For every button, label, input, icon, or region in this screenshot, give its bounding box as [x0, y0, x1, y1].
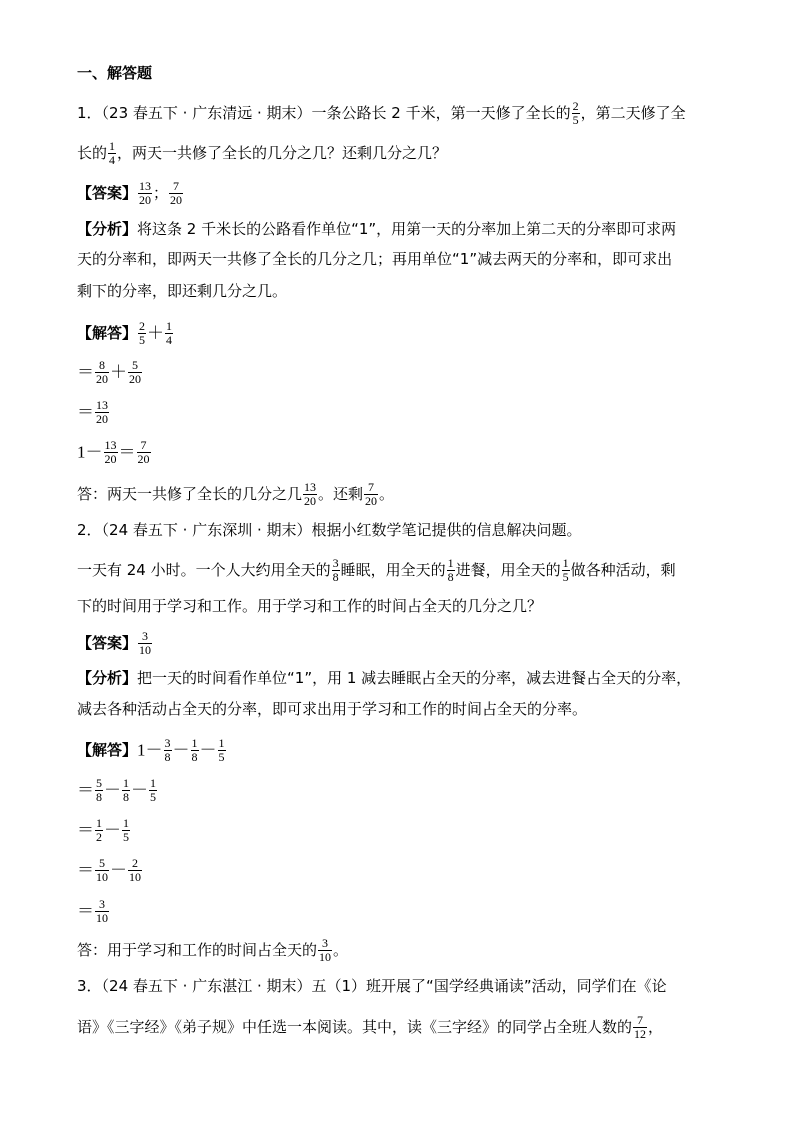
fraction: $\frac{3}{10}$	[96, 897, 108, 925]
fraction: $\frac{7}{12}$	[634, 1013, 647, 1041]
fraction: $\frac{3}{8}$	[332, 556, 339, 584]
q3-stem-line2: 语》《三字经》《弟子规》中任选一本阅读。其中，读《三字经》的同学占全班人数的 $\frac{7}{12}$ ，	[77, 1013, 664, 1041]
fraction: $\frac{1}{5}$	[150, 776, 156, 804]
q2-final-answer: 答：用于学习和工作的时间占全天的 $\frac{3}{10}$ 。	[77, 936, 349, 964]
q1-solution-step2: ＝ $\frac{8}{20}$ ＋ $\frac{5}{20}$	[77, 358, 141, 386]
q3-stem-line1: 3．（24 春五下 · 广东湛江 · 期末）五（1）班开展了“国学经典诵读”活动，同学们在《论	[77, 977, 667, 995]
fraction: $\frac{1}{5}$	[123, 816, 129, 844]
solution-tag: 【解答】	[77, 324, 138, 342]
q1-stem-text: 1．（23 春五下 · 广东清远 · 期末）一条公路长 2 千米，第一天修了全长的	[77, 104, 571, 122]
fraction: $\frac{1}{4}$	[166, 319, 173, 347]
q2-solution-step4: ＝ $\frac{5}{10}$ － $\frac{2}{10}$	[77, 856, 141, 884]
q1-analysis-line2: 天的分率和，即两天一共修了全长的几分之几；再用单位“1”减去两天的分率和，即可求出	[77, 250, 673, 268]
fraction: $\frac{3}{8}$	[164, 736, 171, 764]
fraction: $\frac{2}{5}$	[572, 99, 579, 127]
fraction: $\frac{13}{20}$	[304, 480, 317, 508]
fraction: $\frac{8}{20}$	[96, 358, 108, 386]
q2-solution-step1: 【解答】1－ $\frac{3}{8}$ － $\frac{1}{8}$ － $\frac{1}{5}$	[77, 736, 225, 764]
answer-tag: 【答案】	[77, 634, 138, 652]
fraction: $\frac{1}{5}$	[562, 556, 569, 584]
q2-solution-step5: ＝ $\frac{3}{10}$	[77, 897, 108, 925]
fraction: $\frac{3}{10}$	[319, 936, 332, 964]
fraction: $\frac{7}{20}$	[365, 480, 378, 508]
solution-tag: 【解答】	[77, 741, 138, 759]
fraction: $\frac{13}{20}$	[104, 438, 117, 466]
q2-stem-line2: 一天有 24 小时。一个人大约用全天的 $\frac{3}{8}$ 睡眠，用全天的 $\frac{1}{8}$ 进餐，用全天的 $\frac{1}{5}$ 做各种活动，剩	[77, 556, 676, 584]
q1-analysis-line1: 【分析】将这条 2 千米长的公路看作单位“1”，用第一天的分率加上第二天的分率即可求两	[77, 220, 677, 238]
q1-answer: 【答案】 $\frac{13}{20}$ ； $\frac{7}{20}$	[77, 179, 183, 207]
section-title: 一、解答题	[77, 64, 153, 82]
q2-analysis-line2: 减去各种活动占全天的分率，即可求出用于学习和工作的时间占全天的分率。	[77, 700, 588, 718]
q2-solution-step2: ＝ $\frac{5}{8}$ － $\frac{1}{8}$ － $\frac{1}{5}$	[77, 776, 156, 804]
fraction: $\frac{5}{10}$	[96, 856, 108, 884]
q1-final-answer: 答：两天一共修了全长的几分之几 $\frac{13}{20}$ 。还剩 $\frac{7}{20}$ 。	[77, 480, 395, 508]
fraction: $\frac{1}{2}$	[96, 816, 102, 844]
fraction: $\frac{13}{20}$	[139, 179, 152, 207]
fraction: $\frac{1}{8}$	[123, 776, 129, 804]
fraction: $\frac{1}{8}$	[191, 736, 198, 764]
fraction: $\frac{7}{20}$	[137, 438, 150, 466]
fraction: $\frac{13}{20}$	[96, 398, 108, 426]
fraction: $\frac{1}{4}$	[109, 139, 116, 167]
q2-answer	[77, 630, 153, 657]
q2-solution-step3: ＝ $\frac{1}{2}$ － $\frac{1}{5}$	[77, 816, 129, 844]
q1-analysis-line3: 剩下的分率，即还剩几分之几。	[77, 282, 288, 300]
fraction: $\frac{2}{10}$	[129, 856, 141, 884]
q1-solution-step1: 【解答】 $\frac{2}{5}$ ＋ $\frac{1}{4}$	[77, 319, 173, 347]
fraction: $\frac{3}{10}$	[139, 629, 152, 657]
q1-solution-step3: ＝ $\frac{13}{20}$	[77, 398, 108, 426]
q2-analysis-line1: 【分析】把一天的时间看作单位“1”，用 1 减去睡眠占全天的分率，减去进餐占全天的分率，	[77, 669, 692, 687]
analysis-tag: 【分析】	[77, 669, 138, 687]
q1-stem-line2: 长的 $\frac{1}{4}$ ，两天一共修了全长的几分之几？还剩几分之几？	[77, 139, 448, 167]
fraction: $\frac{2}{5}$	[139, 319, 146, 347]
q1-solution-step4: 1－ $\frac{13}{20}$ ＝ $\frac{7}{20}$	[77, 438, 150, 466]
fraction: $\frac{5}{8}$	[96, 776, 102, 804]
fraction: $\frac{1}{5}$	[218, 736, 225, 764]
fraction: $\frac{5}{20}$	[129, 358, 141, 386]
q1-stem-line1: 1．（23 春五下 · 广东清远 · 期末）一条公路长 2 千米，第一天修了全长的 $\frac{2}{5}$ ，第二天修了全	[77, 99, 686, 127]
analysis-tag: 【分析】	[77, 220, 138, 238]
fraction: $\frac{1}{8}$	[447, 556, 454, 584]
fraction: $\frac{7}{20}$	[170, 179, 183, 207]
q2-stem-line3: 下的时间用于学习和工作。用于学习和工作的时间占全天的几分之几？	[77, 597, 543, 615]
answer-tag: 【答案】	[77, 184, 138, 202]
q2-stem-line1: 2．（24 春五下 · 广东深圳 · 期末）根据小红数学笔记提供的信息解决问题。	[77, 521, 582, 539]
